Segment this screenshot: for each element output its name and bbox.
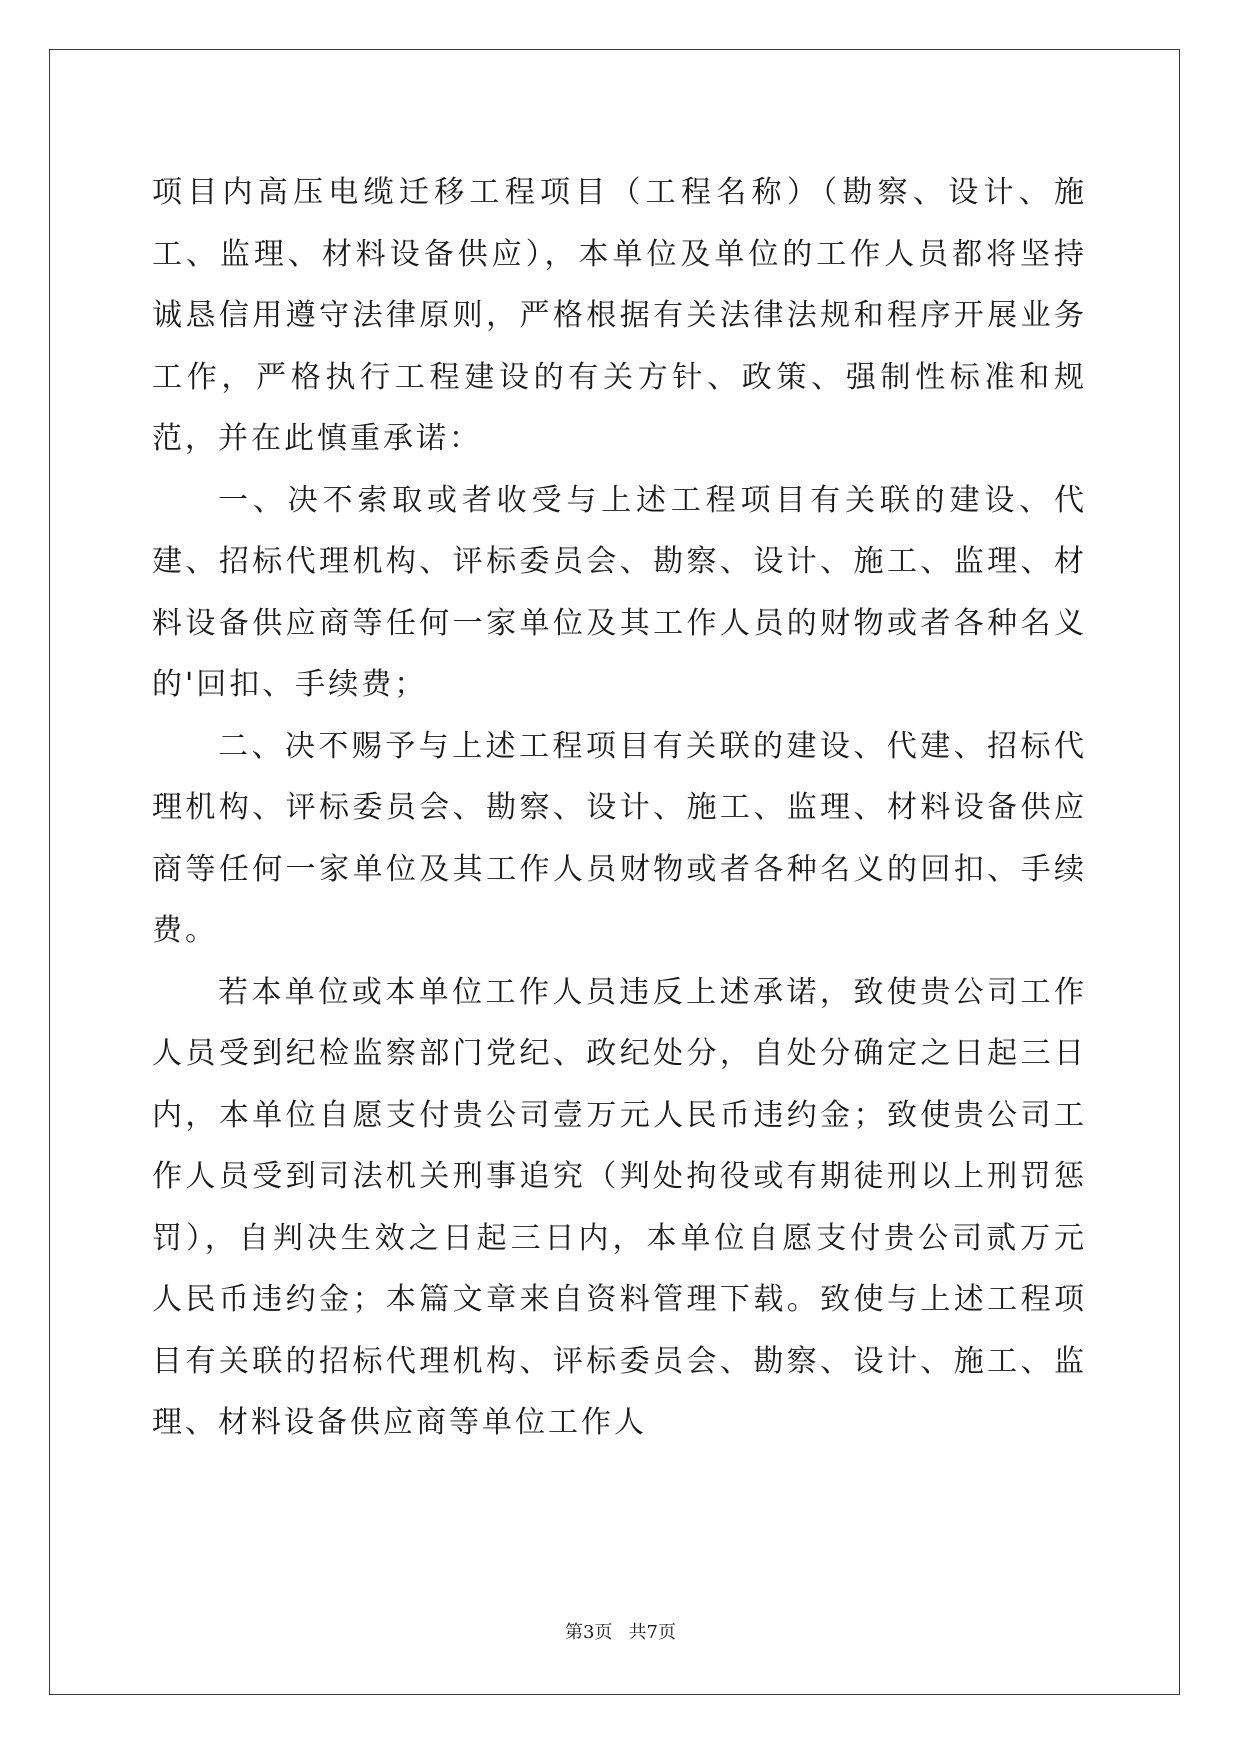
page-number: 第3页: [565, 1622, 613, 1643]
paragraph-intro: 项目内高压电缆迁移工程项目（工程名称）（勘察、设计、施工、监理、材料设备供应），本单位及单位的工作人员都将坚持诚恳信用遵守法律原则，严格根据有关法律法规和程序开展业务工作，严格执行工程建设的有关方针、政策、强制性标准和规范，并在此慎重承诺：: [152, 175, 1087, 456]
document-body: [152, 162, 1087, 1454]
paragraph-item-1: 一、决不索取或者收受与上述工程项目有关联的建设、代建、招标代理机构、评标委员会、勘察、设计、施工、监理、材料设备供应商等任何一家单位及其工作人员的财物或者各种名义的'回扣、手续费；: [152, 482, 1087, 702]
paragraph-penalty: 若本单位或本单位工作人员违反上述承诺，致使贵公司工作人员受到纪检监察部门党纪、政纪处分，自处分确定之日起三日内，本单位自愿支付贵公司壹万元人民币违约金；致使贵公司工作人员受到司法机关刑事追究（判处拘役或有期徒刑以上刑罚惩罚），自判决生效之日起三日内，本单位自愿支付贵公司贰万元人民币违约金；本篇文章来自资料管理下载。致使与上述工程项目有关联的招标代理机构、评标委员会、勘察、设计、施工、监理、材料设备供应商等单位工作人: [152, 974, 1087, 1440]
page-footer: [0, 1618, 1241, 1644]
page-total: 共7页: [628, 1622, 676, 1643]
paragraph-item-2: 二、决不赐予与上述工程项目有关联的建设、代建、招标代理机构、评标委员会、勘察、设计、施工、监理、材料设备供应商等任何一家单位及其工作人员财物或者各种名义的回扣、手续费。: [152, 728, 1087, 948]
